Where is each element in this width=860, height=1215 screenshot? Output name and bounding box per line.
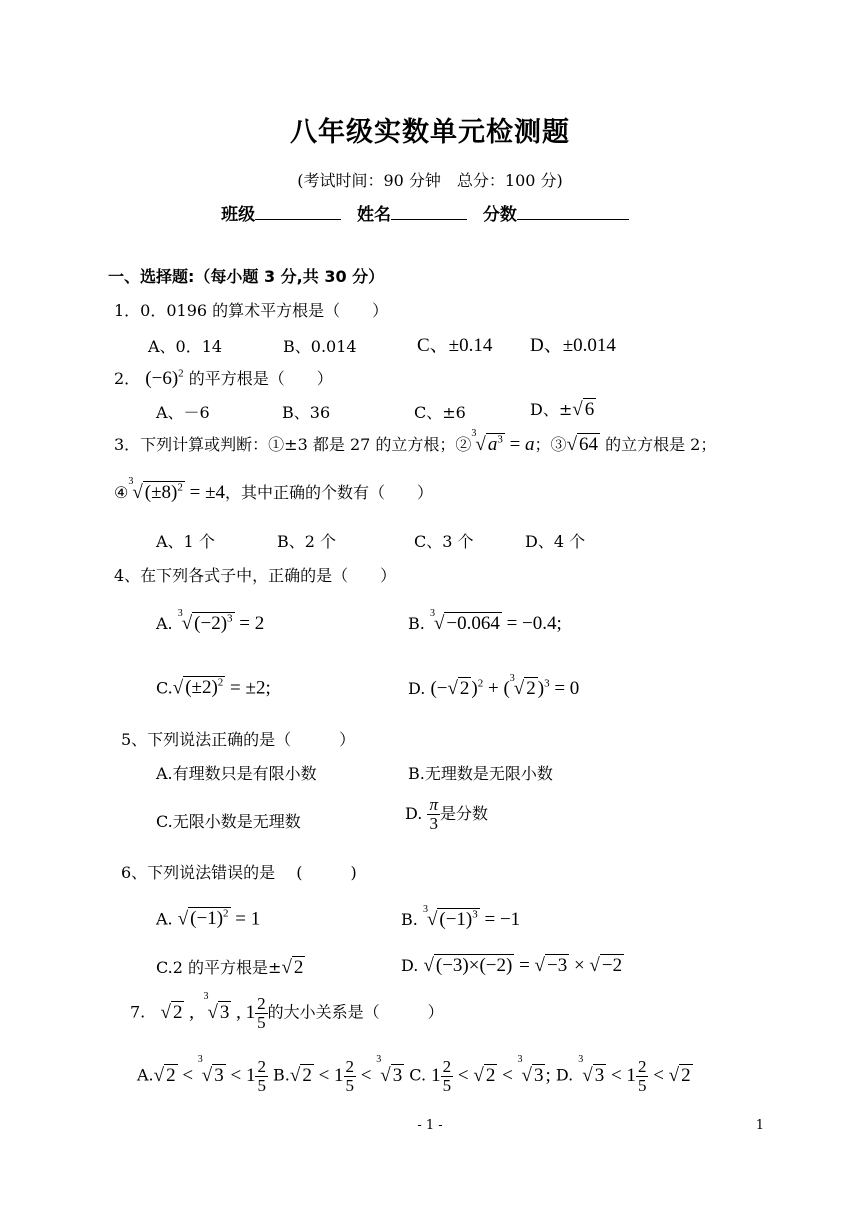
q6-option-b: B. $^3$√ $(-1)^3 = -1$	[401, 904, 521, 930]
question-7: 7. √ 2 , $^3$√ 3 , 1 $\frac{2}{5}$ 的大小关系是（ ）	[130, 991, 444, 1032]
q2-option-c: C、±6	[414, 403, 466, 422]
page-number-center: - 1 -	[417, 1118, 443, 1133]
q4-option-c: C.√ $(\pm 2)^2 = \pm 2$;	[156, 677, 271, 699]
q6-option-a: A. √ $(-1)^2 = 1$	[156, 908, 261, 930]
page-number-right: 1	[755, 1118, 764, 1133]
name-label: 姓名	[357, 205, 391, 225]
question-4: 4、在下列各式子中，正确的是（ ）	[114, 566, 397, 585]
q5-option-a: A.有理数只是有限小数	[156, 764, 317, 783]
page-title: 八年级实数单元检测题	[290, 117, 570, 148]
q1-option-c: C、±0.14	[417, 335, 493, 356]
q1-option-a: A、0．14	[148, 337, 223, 356]
section-heading: 一、选择题:（每小题 3 分,共 30 分）	[108, 267, 385, 286]
q2-option-d: D、±√ 6	[530, 399, 595, 420]
question-3: 3．下列计算或判断：①±3 都是 27 的立方根；②$^3$√ $a^3 = a$；③√ 64 的立方根是 2；	[114, 428, 717, 455]
question-1: 1．0．0196 的算术平方根是（ ）	[114, 301, 389, 320]
question-3-line2: ④$^3$√ $(\pm 8)^2 = \pm 4$，其中正确的个数有（ ）	[114, 476, 434, 503]
class-label: 班级	[221, 205, 256, 225]
score-blank[interactable]	[517, 201, 629, 220]
q2-stem: 的平方根是（ ）	[188, 369, 333, 388]
q5-option-d: D. $\frac{\pi}{3}$ 是分数	[405, 795, 488, 833]
student-fields	[0, 200, 860, 225]
q3-option-d: D、4 个	[525, 532, 586, 551]
q6-option-d: D. √ (−3)×(−2) = √ −3 × √ −2	[401, 955, 623, 976]
q3-option-b: B、2 个	[277, 532, 337, 551]
q2-number: 2．	[114, 369, 141, 388]
q6-option-c: C.2 的平方根是±√ 2	[156, 957, 304, 978]
q4-option-d: D. (−√ 2 )$^2$ + ($^3$√ 2 )$^3$ = 0	[408, 673, 580, 699]
q3-option-a: A、1 个	[156, 532, 215, 551]
class-blank[interactable]	[255, 201, 341, 220]
exam-info: (考试时间：90 分钟 总分：100 分)	[297, 171, 563, 190]
question-5: 5、下列说法正确的是（ ）	[121, 730, 356, 749]
score-label: 分数	[482, 205, 517, 225]
q2-expression: $(-6)^2$	[145, 367, 184, 389]
q4-option-b: B. $^3$√ −0.064 = −0.4;	[408, 608, 562, 634]
q1-option-b: B、0.014	[283, 337, 357, 356]
question-2	[114, 366, 333, 390]
name-blank[interactable]	[391, 201, 467, 220]
q7-options: A.√ 2 < $^3$√ 3 < 1 $\frac{2}{5}$ B.√ 2 < 1 $\frac{2}{5}$ < $^3$√ 3 C. 1 $\frac{2}{5}$ < √ 2 < $^3$√ 3 ; D. $^3$√ 3 < 1 $\frac{2}{5}$ < √ 2	[137, 1054, 691, 1095]
q2-option-a: A、－6	[156, 403, 210, 422]
q5-option-c: C.无限小数是无理数	[156, 812, 301, 831]
q5-option-b: B.无理数是无限小数	[408, 764, 553, 783]
question-6: 6、下列说法错误的是 ( )	[121, 863, 357, 882]
q1-option-d: D、±0.014	[530, 335, 616, 356]
q2-option-b: B、36	[282, 403, 331, 422]
q3-option-c: C、3 个	[414, 532, 474, 551]
q4-option-a: A. $^3$√ $(-2)^3 = 2$	[156, 608, 265, 634]
